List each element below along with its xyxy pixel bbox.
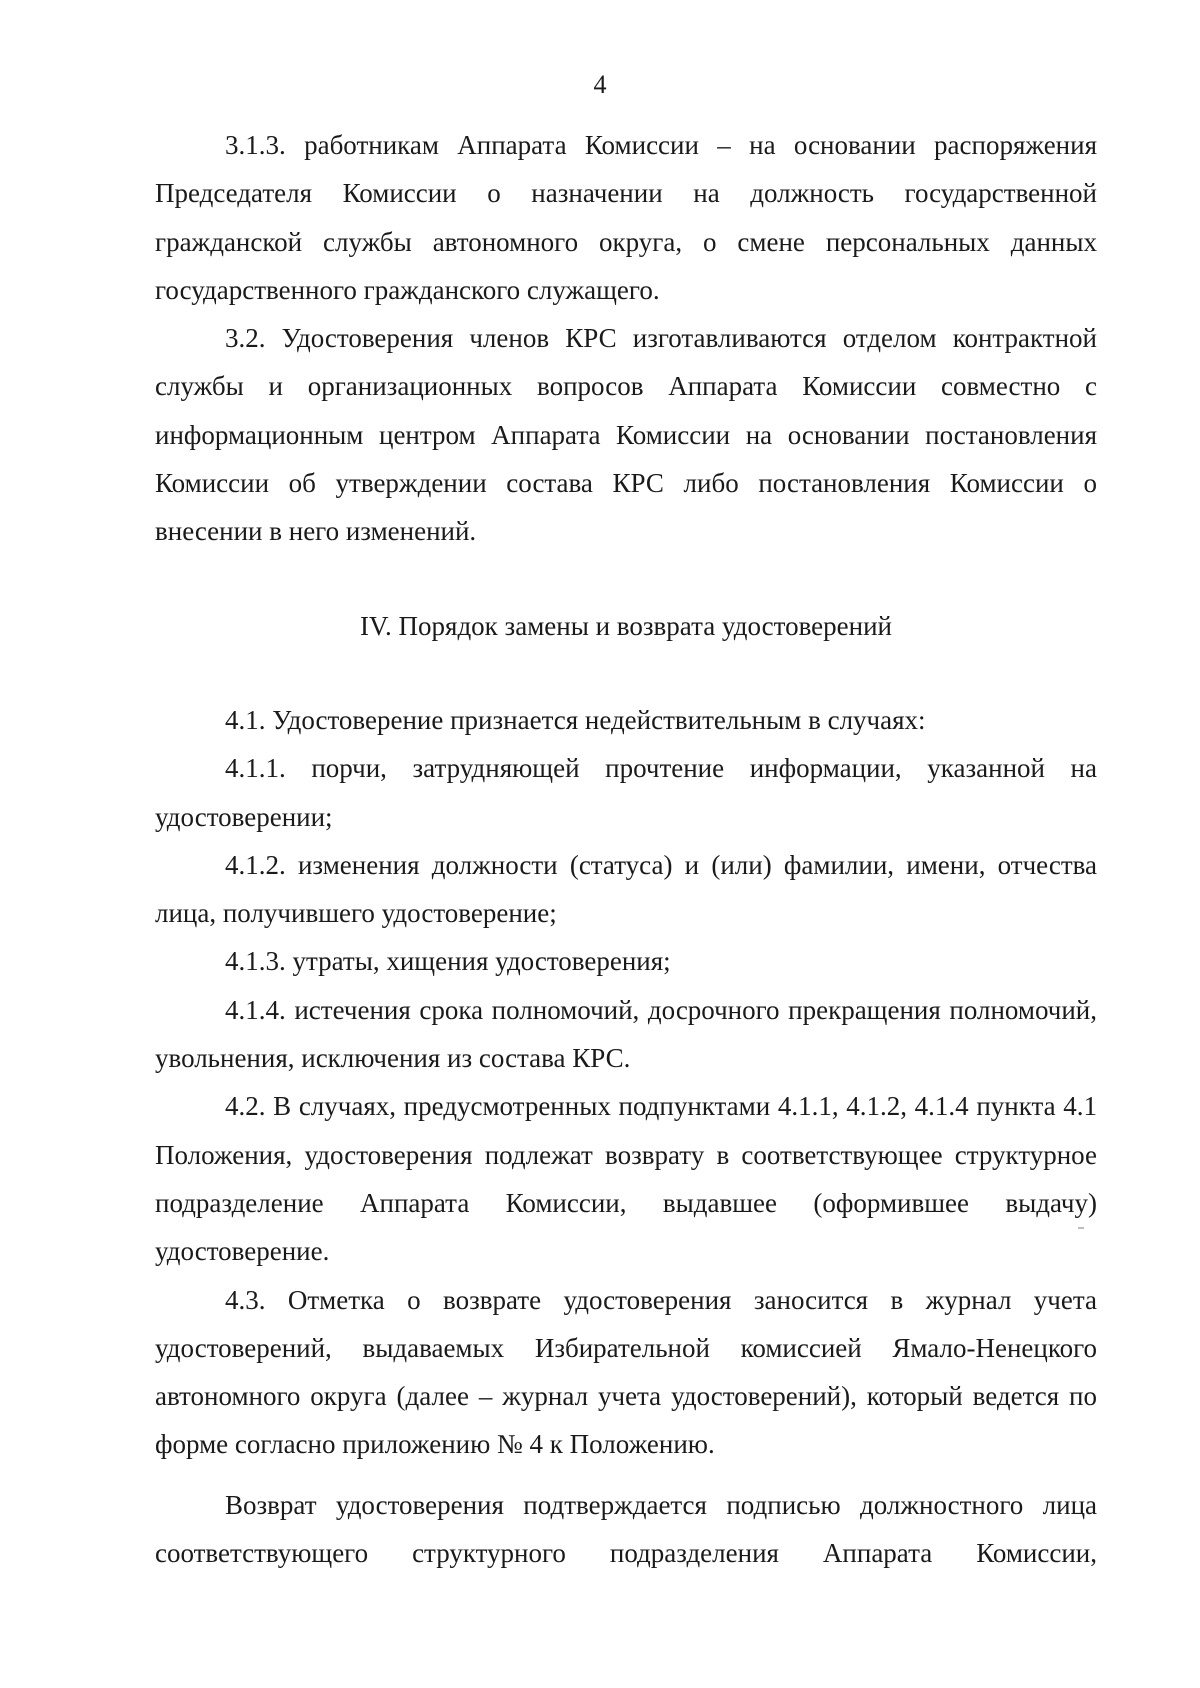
paragraph-4-3: 4.3. Отметка о возврате удостоверения заносится в журнал учета удостоверений, выдаваемых Избирательной комиссией Ямало-Ненецкого автономного округа (далее – журнал учета удостоверений), который ведется по форме согласно приложению № 4 к Положению. — [155, 1284, 1097, 1460]
paragraph-3-2: 3.2. Удостоверения членов КРС изготавливаются отделом контрактной службы и организационных вопросов Аппарата Комиссии совместно с информационным центром Аппарата Комиссии на основании постановления Комиссии об утверждении состава КРС либо постановления Комиссии о внесении в него изменений. — [155, 323, 1097, 547]
paragraph-4-1-1: 4.1.1. порчи, затрудняющей прочтение информации, указанной на удостоверении; — [155, 753, 1097, 832]
paragraph-4-1-4: 4.1.4. истечения срока полномочий, досрочного прекращения полномочий, увольнения, исключения из состава КРС. — [155, 994, 1097, 1074]
document-body — [155, 121, 1097, 1577]
paragraph-4-1-2: 4.1.2. изменения должности (статуса) и (или) фамилии, имени, отчества лица, получившего удостоверение; — [155, 849, 1097, 929]
paragraph-return-confirmation: Возврат удостоверения подтверждается подписью должностного лица соответствующего структурного подразделения Аппарата Комиссии, — [155, 1489, 1097, 1569]
page-number: 4 — [593, 70, 607, 99]
paragraph-4-1-3: 4.1.3. утраты, хищения удостоверения; — [225, 946, 671, 977]
scan-artifact — [1078, 1227, 1084, 1229]
section-heading: IV. Порядок замены и возврата удостоверений — [360, 610, 892, 641]
paragraph-4-2: 4.2. В случаях, предусмотренных подпунктами 4.1.1, 4.1.2, 4.1.4 пункта 4.1 Положения, удостоверения подлежат возврату в соответствующее структурное подразделение Аппарата Комиссии, выдавшее (оформившее выдачу) удостоверение. — [155, 1091, 1097, 1267]
paragraph-3-1-3: 3.1.3. работникам Аппарата Комиссии – на основании распоряжения Председателя Комиссии о назначении на должность государственной гражданской службы автономного округа, о смене персональных данных государственного гражданского служащего. — [155, 130, 1097, 305]
paragraph-4-1: 4.1. Удостоверение признается недействительным в случаях: — [225, 704, 926, 735]
